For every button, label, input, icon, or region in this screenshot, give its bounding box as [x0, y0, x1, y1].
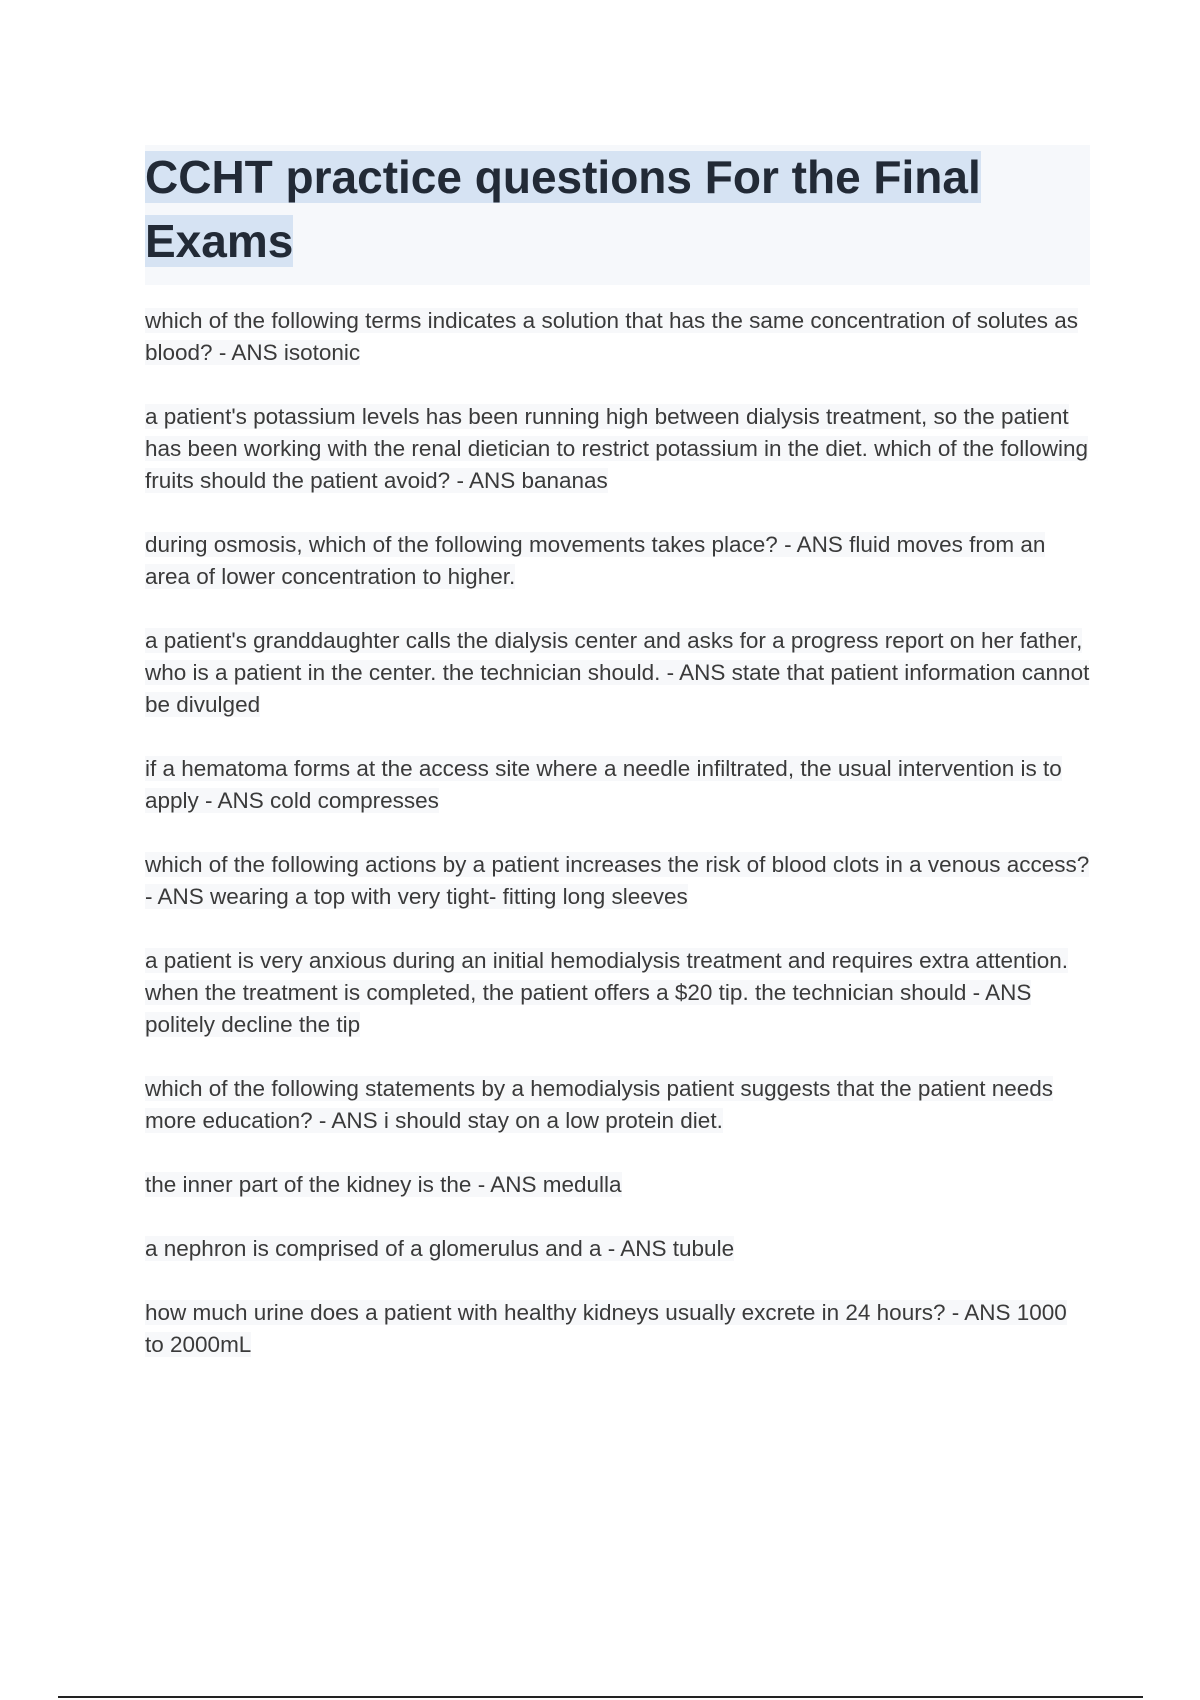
qa-item — [145, 849, 1090, 913]
qa-text: the inner part of the kidney is the - ANS medulla — [145, 1172, 622, 1197]
qa-item — [145, 753, 1090, 817]
qa-item — [145, 1169, 1090, 1201]
qa-text: a nephron is comprised of a glomerulus and a - ANS tubule — [145, 1236, 735, 1261]
document-page — [145, 145, 1090, 1393]
qa-text: a patient's potassium levels has been running high between dialysis treatment, so the patient has been working with the renal dietician to restrict potassium in the diet. which of the following fruits should the patient avoid? - ANS bananas — [145, 404, 1089, 493]
qa-item — [145, 1297, 1090, 1361]
qa-item — [145, 1233, 1090, 1265]
document-title — [145, 145, 1090, 273]
qa-item — [145, 305, 1090, 369]
footer-divider — [58, 1696, 1143, 1698]
title-block — [145, 145, 1090, 285]
qa-text: if a hematoma forms at the access site where a needle infiltrated, the usual intervention is to apply - ANS cold compresses — [145, 756, 1062, 813]
qa-item — [145, 945, 1090, 1041]
qa-text: a patient is very anxious during an initial hemodialysis treatment and requires extra attention. when the treatment is completed, the patient offers a $20 tip. the technician should - ANS politely decline the tip — [145, 948, 1069, 1037]
qa-text: which of the following actions by a patient increases the risk of blood clots in a venous access? - ANS wearing a top with very tight- fitting long sleeves — [145, 852, 1090, 909]
qa-list — [145, 305, 1090, 1361]
qa-text: which of the following statements by a hemodialysis patient suggests that the patient needs more education? - ANS i should stay on a low protein diet. — [145, 1076, 1054, 1133]
document-title-text: CCHT practice questions For the Final Exams — [145, 151, 981, 267]
qa-item — [145, 529, 1090, 593]
qa-text: how much urine does a patient with healthy kidneys usually excrete in 24 hours? - ANS 1000 to 2000mL — [145, 1300, 1067, 1357]
qa-item — [145, 625, 1090, 721]
qa-text: during osmosis, which of the following movements takes place? - ANS fluid moves from an area of lower concentration to higher. — [145, 532, 1046, 589]
qa-item — [145, 401, 1090, 497]
qa-text: which of the following terms indicates a solution that has the same concentration of solutes as blood? - ANS isotonic — [145, 308, 1079, 365]
qa-item — [145, 1073, 1090, 1137]
qa-text: a patient's granddaughter calls the dialysis center and asks for a progress report on her father, who is a patient in the center. the technician should. - ANS state that patient information cannot be divulged — [145, 628, 1090, 717]
